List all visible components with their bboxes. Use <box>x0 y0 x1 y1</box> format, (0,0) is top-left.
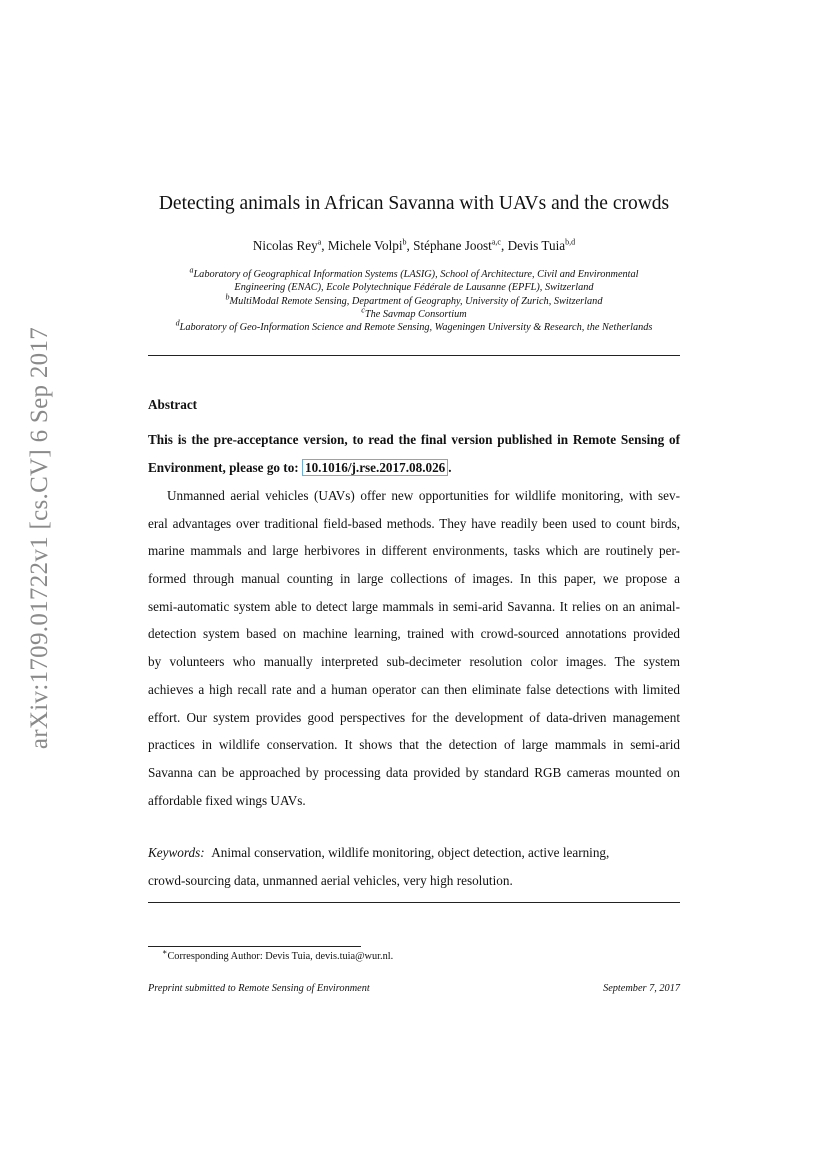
keywords-text: Animal conservation, wildlife monitoring, object detection, active learning, <box>211 845 610 860</box>
author-affiliation-mark: a,c <box>491 237 501 247</box>
affiliation-mark: c <box>361 305 365 315</box>
abstract-line: by volunteers who manually interpreted sub-decimeter resolution color images. The system <box>148 654 680 670</box>
abstract-notice <box>148 426 680 481</box>
notice-text: Environment, please go to: <box>148 459 302 475</box>
abstract-line: affordable fixed wings UAVs. <box>148 792 306 808</box>
abstract-line: marine mammals and large herbivores in different environments, tasks which are routinely per- <box>148 543 680 559</box>
affiliation-text: The Savmap Consortium <box>364 308 467 320</box>
affiliations <box>0 265 828 334</box>
affiliation-text: MultiModal Remote Sensing, Department of Geography, University of Zurich, Switzerland <box>229 295 603 307</box>
abstract-line: semi-automatic system able to detect large mammals in semi-arid Savanna. It relies on an animal- <box>148 598 680 614</box>
footnote-text: Corresponding Author: Devis Tuia, devis.tuia@wur.nl. <box>167 951 394 962</box>
affiliation-line <box>0 292 828 308</box>
author-affiliation-mark: a <box>317 237 322 247</box>
notice-line: This is the pre-acceptance version, to read the final version published in Remote Sensing of <box>148 432 680 447</box>
footnote-mark: ∗ <box>162 947 168 957</box>
abstract-line: formed through manual counting in large collections of images. In this paper, we propose a <box>148 571 680 587</box>
author-affiliation-mark: b <box>402 237 407 247</box>
preprint-date: September 7, 2017 <box>603 983 680 994</box>
arxiv-identifier-stamp: arXiv:1709.01722v1 [cs.CV] 6 Sep 2017 <box>26 326 53 750</box>
affiliation-mark: d <box>175 318 180 328</box>
abstract-heading: Abstract <box>148 397 198 412</box>
footnote-rule <box>148 946 361 947</box>
keywords-line: crowd-sourcing data, unmanned aerial vehicles, very high resolution. <box>148 872 513 888</box>
abstract-line: effort. Our system provides good perspectives for the development of data-driven management <box>148 709 680 725</box>
keywords-line <box>148 839 680 867</box>
keywords-label: Keywords: <box>148 845 205 860</box>
notice-suffix: . <box>448 459 452 475</box>
affiliation-mark: a <box>189 265 194 275</box>
keywords <box>148 839 680 894</box>
author-list: Nicolas Rey$^a$, Michele Volpi$^b$, Stéphane Joost$^{a,c}$, Devis Tuia$^{b,d}$ <box>252 237 576 253</box>
affiliation-text: Laboratory of Geographical Information Systems (LASIG), School of Architecture, Civil and Environmental <box>193 269 639 280</box>
paper-title: Detecting animals in African Savanna with UAVs and the crowds <box>158 193 670 214</box>
abstract-body <box>148 482 680 814</box>
affiliation-text: Engineering (ENAC), Ecole Polytechnique Fédérale de Lausanne (EPFL), Switzerland <box>234 282 594 294</box>
affiliation-text: Laboratory of Geo-Information Science and Remote Sensing, Wageningen University & Research, the Netherlands <box>179 322 653 334</box>
author-name: Stéphane Joost <box>413 238 492 253</box>
affiliation-line <box>0 318 828 334</box>
abstract-line: eral advantages over traditional field-based methods. They have readily been used to count birds, <box>148 515 680 531</box>
footnote <box>162 947 394 962</box>
abstract-line: Unmanned aerial vehicles (UAVs) offer new opportunities for wildlife monitoring, with sev- <box>167 488 680 503</box>
author-name: Nicolas Rey <box>252 238 318 253</box>
author-name: Michele Volpi <box>327 238 403 253</box>
author-name: Devis Tuia <box>507 238 566 253</box>
affiliation-line <box>0 281 828 294</box>
abstract-line: achieves a high recall rate and a human operator can then eliminate false detections with limited <box>148 681 680 697</box>
abstract-line: detection system based on machine learning, trained with crowd-sourced annotations provided <box>148 626 680 642</box>
doi-link[interactable]: 10.1016/j.rse.2017.08.026 <box>302 459 448 476</box>
affiliation-mark: b <box>225 292 230 302</box>
preprint-note: Preprint submitted to Remote Sensing of Environment <box>148 983 370 994</box>
abstract-line: Savanna can be approached by processing data provided by standard RGB cameras mounted on <box>148 764 680 780</box>
notice-line <box>148 454 680 482</box>
abstract-bottom-rule <box>148 902 680 903</box>
abstract-line: practices in wildlife conservation. It shows that the detection of large mammals in semi-arid <box>148 737 680 753</box>
author-affiliation-mark: b,d <box>565 237 576 247</box>
abstract-top-rule <box>148 355 680 356</box>
affiliation-line <box>0 265 828 281</box>
affiliation-line <box>0 305 828 321</box>
